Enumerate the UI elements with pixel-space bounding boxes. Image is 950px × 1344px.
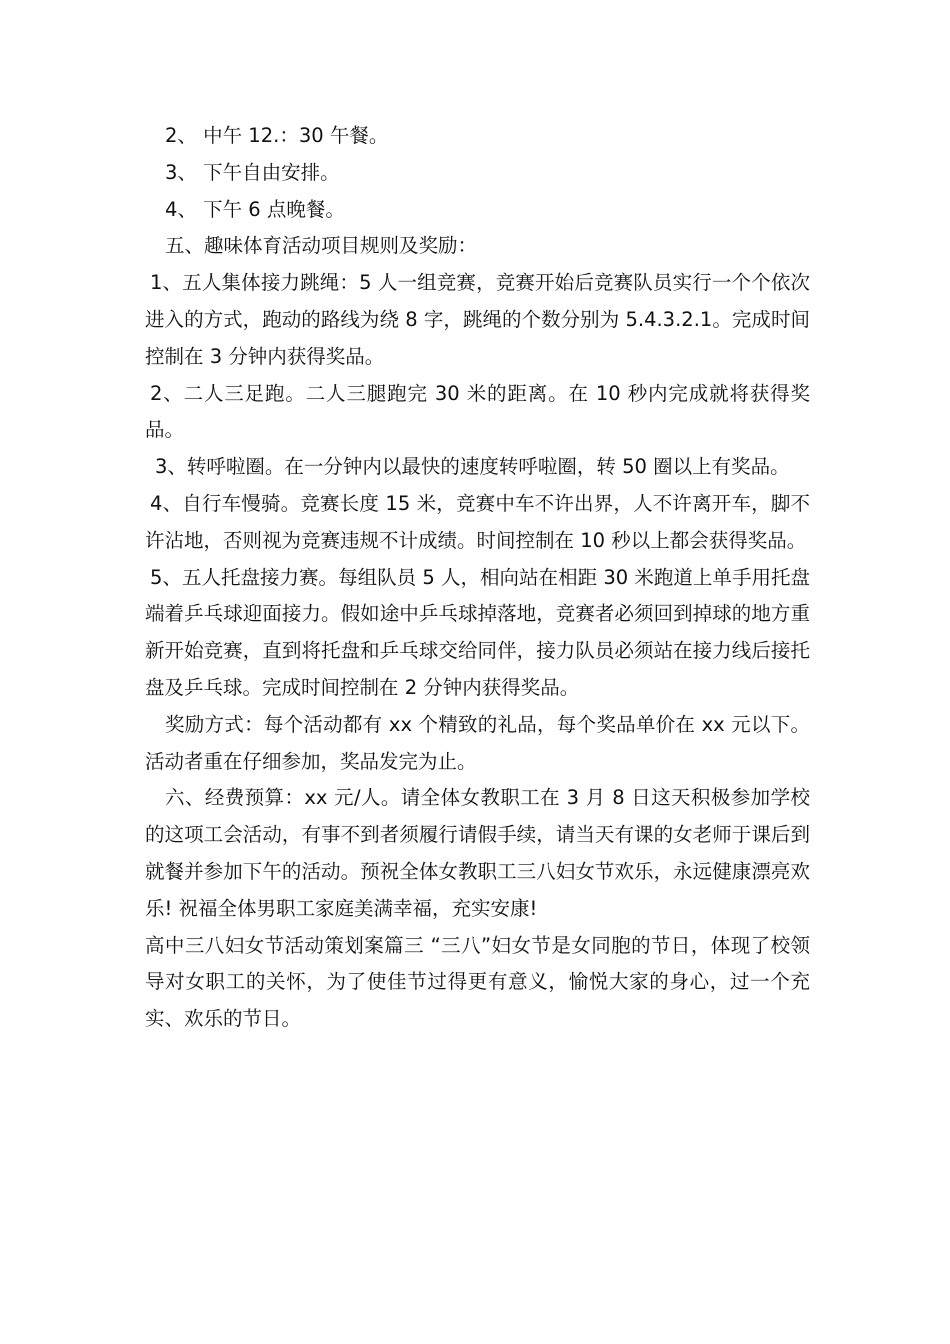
paragraph-lunch: 2、 中午 12.：30 午餐。: [165, 124, 389, 147]
paragraph-tray-relay: 5、五人托盘接力赛。每组队员 5 人，相向站在相距 30 米跑道上单手用托盘端着乒乓球迎面接力。假如途中乒乓球掉落地，竞赛者必须回到掉球的地方重新开始竞赛，直到将托盘和乒乓球交给同伴，接力队员必须站在接力线后接托盘及乒乓球。完成时间控制在 2 分钟内获得奖品。: [145, 565, 810, 699]
paragraph-reward-method: 奖励方式：每个活动都有 xx 个精致的礼品，每个奖品单价在 xx 元以下。活动者重在仔细参加，奖品发完为止。: [145, 712, 810, 773]
document-body: [145, 118, 810, 1038]
paragraph-budget: 六、经费预算：xx 元/人。请全体女教职工在 3 月 8 日这天积极参加学校的这项工会活动，有事不到者须履行请假手续，请当天有课的女老师于课后到就餐并参加下午的活动。预祝全体女教职工三八妇女节欢乐，永远健康漂亮欢乐! 祝福全体男职工家庭美满幸福，充实安康!: [145, 786, 810, 920]
paragraph-dinner: 4、 下午 6 点晚餐。: [165, 197, 345, 221]
paragraph-slow-bike: 4、自行车慢骑。竞赛长度 15 米，竞赛中车不许出界，人不许离开车，脚不许沾地，否则视为竞赛违规不计成绩。时间控制在 10 秒以上都会获得奖品。: [145, 491, 810, 552]
paragraph-afternoon: 3、 下午自由安排。: [165, 160, 340, 184]
paragraph-hula-hoop: 3、转呼啦圈。在一分钟内以最快的速度转呼啦圈，转 50 圈以上有奖品。: [155, 455, 790, 479]
paragraph-plan-three: 高中三八妇女节活动策划案篇三 “三八”妇女节是女同胞的节日，体现了校领导对女职工的关怀，为了使佳节过得更有意义，愉悦大家的身心，过一个充实、欢乐的节日。: [145, 933, 810, 1031]
paragraph-rope-relay: 1、五人集体接力跳绳：5 人一组竞赛，竞赛开始后竞赛队员实行一个个依次进入的方式，跑动的路线为绕 8 字，跳绳的个数分别为 5.4.3.2.1。完成时间控制在 3 分钟内获得奖品。: [145, 271, 810, 368]
section-heading-rules: 五、趣味体育活动项目规则及奖励：: [165, 234, 478, 258]
paragraph-three-legged-race: 2、二人三足跑。二人三腿跑完 30 米的距离。在 10 秒内完成就将获得奖品。: [145, 381, 810, 442]
